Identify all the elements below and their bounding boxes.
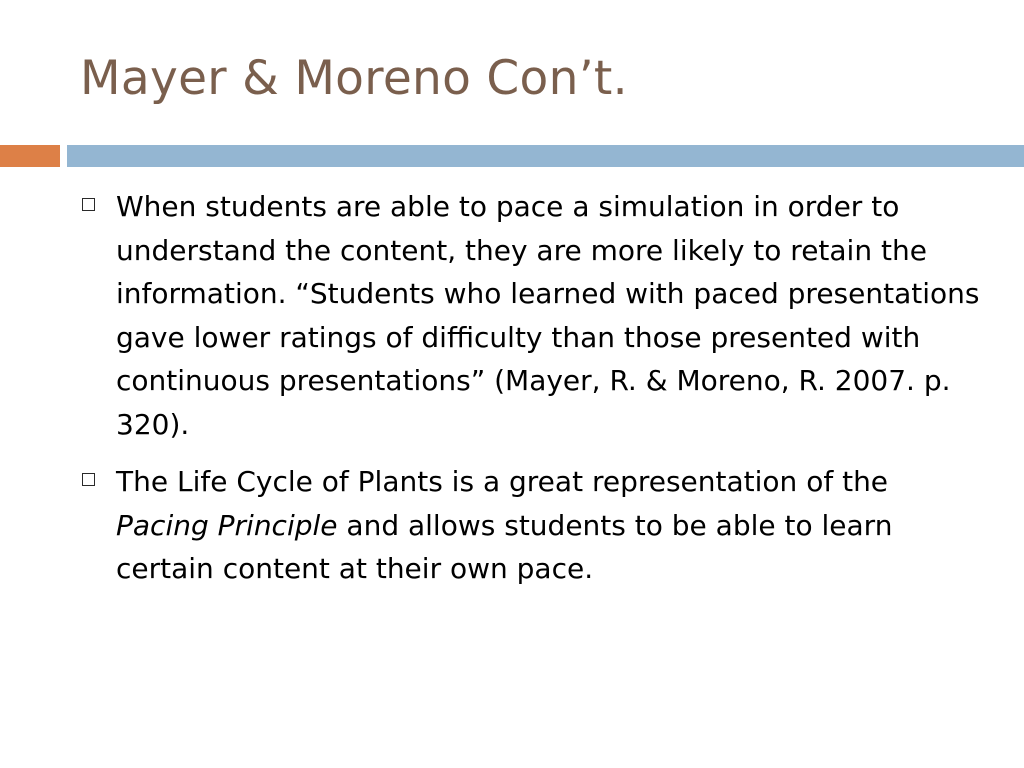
bullet-text: When students are able to pace a simulation in order to understand the content, they are more likely to retain the information. “Students who learned with paced presentations gave lower ratings of difficulty than those presented with continuous presentations” (Mayer, R. & Moreno, R. 2007. p. 320). xyxy=(116,190,980,441)
accent-bar-orange xyxy=(0,145,60,167)
bullet-text xyxy=(116,460,980,591)
pacing-principle-term: Pacing Principle xyxy=(116,508,338,542)
hollow-square-bullet-icon xyxy=(82,198,95,211)
accent-bar-blue xyxy=(67,145,1024,167)
bullet-list xyxy=(80,185,980,605)
hollow-square-bullet-icon xyxy=(82,473,95,486)
bullet-item xyxy=(80,185,980,446)
bullet-item xyxy=(80,460,980,591)
bullet-text-end: and allows students to be able to learn certain content at their own pace. xyxy=(116,508,893,585)
slide-title: Mayer & Moreno Con’t. xyxy=(80,51,628,106)
bullet-text-start: The Life Cycle of Plants is a great representation of the xyxy=(116,465,889,498)
